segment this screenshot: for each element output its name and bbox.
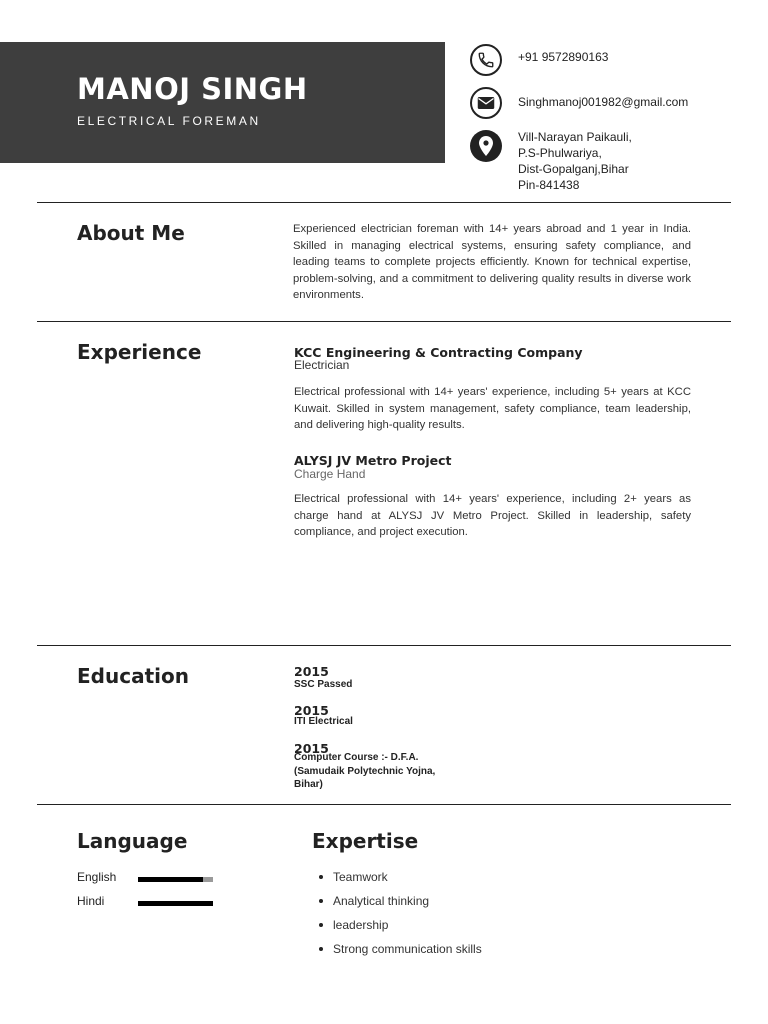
divider: [37, 804, 731, 805]
email-address[interactable]: Singhmanoj001982@gmail.com: [518, 95, 689, 109]
divider: [37, 321, 731, 322]
job-company: KCC Engineering & Contracting Company: [294, 345, 583, 360]
expertise-heading: Expertise: [312, 829, 419, 853]
expertise-item: Teamwork: [312, 868, 482, 892]
expertise-item: Strong communication skills: [312, 940, 482, 964]
address-line: Dist-Gopalganj,Bihar: [518, 162, 629, 176]
expertise-item: leadership: [312, 916, 482, 940]
education-heading: Education: [77, 664, 189, 688]
email-icon: [470, 87, 502, 119]
job-description: Electrical professional with 14+ years' experience, including 5+ years at KCC Kuwait. Skilled in system management, safety compliance, team leadership, and delivering high-quality results.: [294, 386, 691, 431]
address-line: Pin-841438: [518, 178, 580, 192]
candidate-title: ELECTRICAL FOREMAN: [77, 114, 261, 128]
phone-number[interactable]: +91 9572890163: [518, 50, 609, 64]
address-line: Vill-Narayan Paikauli,: [518, 130, 632, 144]
expertise-list: [312, 868, 482, 964]
divider: [37, 202, 731, 203]
about-heading: About Me: [77, 221, 185, 245]
address-line: P.S-Phulwariya,: [518, 146, 602, 160]
experience-heading: Experience: [77, 340, 202, 364]
language-level-fill: [138, 901, 213, 906]
education-name: Computer Course :- D.F.A. (Samudaik Polytechnic Yojna, Bihar): [294, 752, 436, 790]
phone-icon: [470, 44, 502, 76]
expertise-item: Analytical thinking: [312, 892, 482, 916]
about-text: Experienced electrician foreman with 14+ years abroad and 1 year in India. Skilled in managing electrical systems, ensuring safety compliance, and leading teams to complete projects efficiently. Known for technical expertise, problem-solving, and a commitment to delivering quality results in diverse work environments.: [293, 223, 691, 301]
language-heading: Language: [77, 829, 188, 853]
location-icon: [470, 130, 502, 162]
education-year: 2015: [294, 703, 329, 718]
address: [518, 129, 632, 193]
job-role: Charge Hand: [294, 467, 366, 481]
education-year: 2015: [294, 664, 329, 679]
language-name: Hindi: [77, 894, 105, 908]
education-year: 2015: [294, 741, 329, 756]
job-description: Electrical professional with 14+ years' experience, including 2+ years as charge hand at ALYSJ JV Metro Project. Skilled in leadership, safety compliance, and project execution.: [294, 493, 691, 538]
language-level-fill: [138, 877, 203, 882]
language-level-bar: [138, 901, 213, 906]
job-role: Electrician: [294, 358, 350, 372]
education-name: SSC Passed: [294, 679, 353, 690]
language-name: English: [77, 870, 117, 884]
job-company: ALYSJ JV Metro Project: [294, 453, 452, 468]
divider: [37, 645, 731, 646]
candidate-name: MANOJ SINGH: [77, 72, 308, 106]
education-name: ITI Electrical: [294, 716, 353, 727]
language-level-bar: [138, 877, 213, 882]
